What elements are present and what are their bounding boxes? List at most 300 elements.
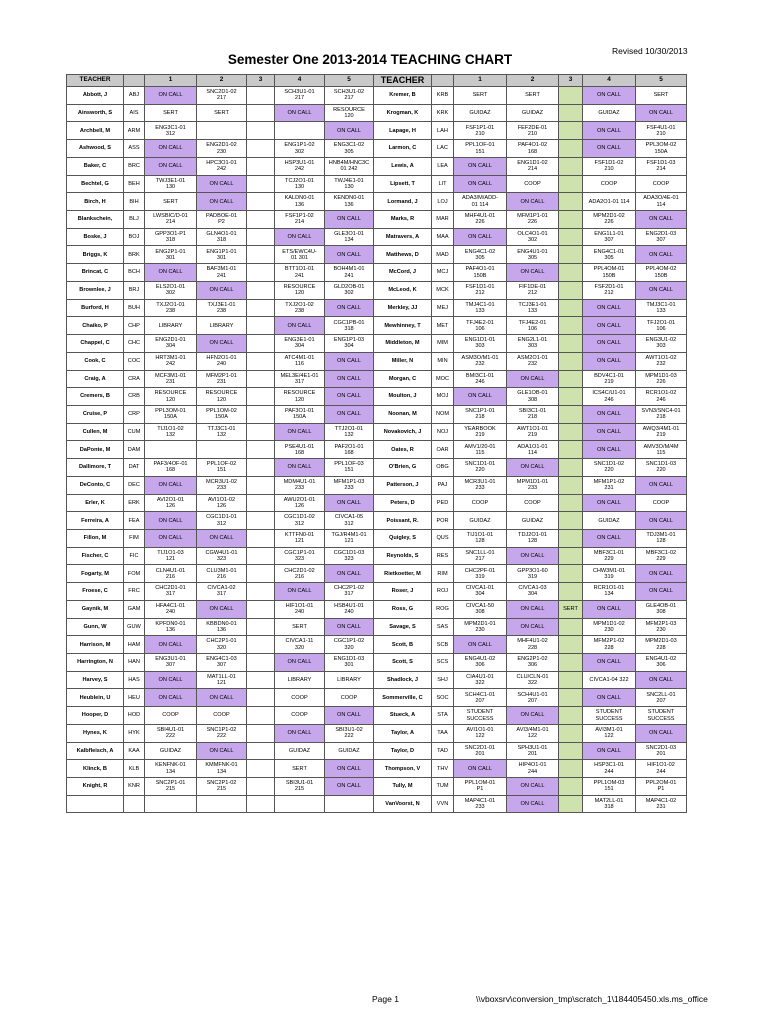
period-3-cell-left (247, 441, 275, 459)
teacher-code-left: FRC (124, 583, 145, 601)
period-1-cell-left: SBI4U1-01 222 (145, 724, 197, 742)
period-2-cell-left: MCR3U1-02 233 (197, 476, 247, 494)
col-period-1-left: 1 (145, 75, 197, 87)
period-4-cell-left: ON CALL (275, 228, 325, 246)
period-1-cell-left: SNC2P1-01 215 (145, 778, 197, 796)
period-1-cell-right: ON CALL (454, 388, 507, 406)
col-period-3-right: 3 (559, 75, 583, 87)
period-3-cell-left (247, 317, 275, 335)
period-4-cell-left: HSP3U1-01 242 (275, 157, 325, 175)
period-3-cell-left (247, 742, 275, 760)
period-1-cell-left: ON CALL (145, 87, 197, 105)
period-3-cell-left (247, 654, 275, 672)
teacher-code-right: VVN (432, 795, 454, 813)
period-3-cell-right (559, 228, 583, 246)
period-5-cell-right: ADA3O/4E-01 114 (636, 193, 687, 211)
teacher-name-right: Taylor, A (374, 724, 432, 742)
teacher-name-left: Burford, H (67, 299, 124, 317)
period-2-cell-left: ON CALL (197, 689, 247, 707)
header-row (67, 75, 687, 87)
teacher-name-right: Roser, J (374, 583, 432, 601)
period-5-cell-right: MFM2P1-03 230 (636, 618, 687, 636)
teacher-name-right: Tully, M (374, 778, 432, 796)
period-3-cell-right (559, 352, 583, 370)
period-2-cell-right: ON CALL (507, 459, 559, 477)
teacher-code-left: GAM (124, 600, 145, 618)
period-4-cell-left: ENG3E1-01 304 (275, 335, 325, 353)
period-1-cell-right: FSF1P1-01 210 (454, 122, 507, 140)
period-2-cell-right: CLU/CLN-01 322 (507, 671, 559, 689)
period-1-cell-left: ON CALL (145, 476, 197, 494)
period-4-cell-left: SERT (275, 760, 325, 778)
table-row (67, 778, 687, 796)
period-4-cell-right: HSP3C1-01 244 (583, 760, 636, 778)
period-5-cell-right: ON CALL (636, 476, 687, 494)
period-1-cell-left: ELS2O1-01 302 (145, 281, 197, 299)
period-1-cell-right: ASM3O/M1-01 232 (454, 352, 507, 370)
period-5-cell-left: ON CALL (325, 211, 374, 229)
period-1-cell-left: ENG3U1-01 307 (145, 654, 197, 672)
period-4-cell-left: PSE4U1-01 168 (275, 441, 325, 459)
period-1-cell-right: ENG1D1-01 303 (454, 335, 507, 353)
period-5-cell-right: TMJ3C1-01 133 (636, 299, 687, 317)
teacher-code-left: KAA (124, 742, 145, 760)
period-5-cell-right: PPL4OM-02 150B (636, 264, 687, 282)
empty-cell (325, 795, 374, 813)
period-5-cell-left: TGJ/R4M1-01 121 (325, 529, 374, 547)
period-1-cell-left: GPP3O1-P1 318 (145, 228, 197, 246)
period-3-cell-left (247, 388, 275, 406)
period-1-cell-left: ON CALL (145, 512, 197, 530)
period-3-cell-left (247, 87, 275, 105)
period-5-cell-left: CGC1P1-02 320 (325, 636, 374, 654)
teacher-code-left: DAM (124, 441, 145, 459)
period-3-cell-left (247, 707, 275, 725)
period-2-cell-right: GLE1OB-01 308 (507, 388, 559, 406)
period-3-cell-left (247, 122, 275, 140)
period-5-cell-left: ON CALL (325, 370, 374, 388)
period-3-cell-left (247, 157, 275, 175)
col-teacher-left: TEACHER (67, 75, 124, 87)
period-1-cell-left: CHC2D1-01 317 (145, 583, 197, 601)
period-2-cell-left: ON CALL (197, 281, 247, 299)
period-4-cell-left: ATC4M1-01 116 (275, 352, 325, 370)
period-2-cell-right: TCJ3E1-01 133 (507, 299, 559, 317)
teacher-name-right: Noonan, M (374, 405, 432, 423)
period-2-cell-right: SERT (507, 87, 559, 105)
teacher-name-right: Moulton, J (374, 388, 432, 406)
period-1-cell-right: SNC1P1-01 218 (454, 405, 507, 423)
col-period-5-right: 5 (636, 75, 687, 87)
period-1-cell-right: MAP4C1-01 233 (454, 795, 507, 813)
col-teacher-right: TEACHER (374, 75, 432, 87)
teacher-name-left: Ashwood, S (67, 140, 124, 158)
period-5-cell-right: STUDENT SUCCESS (636, 707, 687, 725)
period-1-cell-left: COOP (145, 707, 197, 725)
period-5-cell-left: BOH4M1-01 241 (325, 264, 374, 282)
period-5-cell-right: COOP (636, 175, 687, 193)
period-4-cell-right: ON CALL (583, 742, 636, 760)
period-1-cell-right: ON CALL (454, 760, 507, 778)
teacher-name-left: Archbell, M (67, 122, 124, 140)
teacher-name-right: Shadlock, J (374, 671, 432, 689)
period-2-cell-right: COOP (507, 494, 559, 512)
period-2-cell-right: GUIDAZ (507, 512, 559, 530)
teacher-name-right: Merkley, JJ (374, 299, 432, 317)
teacher-code-right: OAR (432, 441, 454, 459)
period-2-cell-left: ON CALL (197, 529, 247, 547)
period-3-cell-right (559, 264, 583, 282)
period-1-cell-right: STUDENT SUCCESS (454, 707, 507, 725)
empty-cell (247, 795, 275, 813)
period-5-cell-right: FSF4U1-01 210 (636, 122, 687, 140)
period-1-cell-left: PAF3/4OF-01 168 (145, 459, 197, 477)
table-row (67, 671, 687, 689)
period-3-cell-right (559, 211, 583, 229)
period-2-cell-left: ON CALL (197, 193, 247, 211)
period-3-cell-right (559, 654, 583, 672)
period-4-cell-left: COOP (275, 707, 325, 725)
period-2-cell-left: RESOURCE 120 (197, 388, 247, 406)
period-5-cell-left: PAF2O1-01 168 (325, 441, 374, 459)
period-2-cell-left: HPC3O1-01 242 (197, 157, 247, 175)
period-3-cell-left (247, 547, 275, 565)
period-2-cell-left: GLN4O1-01 318 (197, 228, 247, 246)
period-5-cell-left: HSB4U1-01 240 (325, 600, 374, 618)
period-3-cell-right (559, 175, 583, 193)
period-5-cell-right: PPL2OM-01 P1 (636, 778, 687, 796)
teacher-name-left: DeConto, C (67, 476, 124, 494)
teacher-code-right: MOJ (432, 388, 454, 406)
period-2-cell-left: MFM2P1-01 231 (197, 370, 247, 388)
period-4-cell-left: ON CALL (275, 317, 325, 335)
period-4-cell-right: FSF2D1-01 212 (583, 281, 636, 299)
period-4-cell-left: RESOURCE 120 (275, 388, 325, 406)
period-5-cell-left: COOP (325, 689, 374, 707)
period-3-cell-left (247, 618, 275, 636)
period-5-cell-left: MFM1P1-03 233 (325, 476, 374, 494)
teacher-code-left: BIH (124, 193, 145, 211)
period-3-cell-right (559, 317, 583, 335)
period-4-cell-right: ON CALL (583, 423, 636, 441)
table-row (67, 689, 687, 707)
period-3-cell-right (559, 618, 583, 636)
teacher-code-left: COC (124, 352, 145, 370)
period-5-cell-right: GLE4OB-01 308 (636, 600, 687, 618)
table-row (67, 352, 687, 370)
teacher-code-left: BEH (124, 175, 145, 193)
table-row (67, 476, 687, 494)
period-4-cell-right: ON CALL (583, 654, 636, 672)
teacher-code-right: MET (432, 317, 454, 335)
period-4-cell-right: CHW3M1-01 319 (583, 565, 636, 583)
period-5-cell-right: ON CALL (636, 583, 687, 601)
period-3-cell-left (247, 476, 275, 494)
period-3-cell-left (247, 778, 275, 796)
period-1-cell-right: BMI3C1-01 246 (454, 370, 507, 388)
period-3-cell-left (247, 600, 275, 618)
table-row (67, 795, 687, 813)
teacher-name-left: Fillon, M (67, 529, 124, 547)
period-4-cell-left: ON CALL (275, 104, 325, 122)
table-row (67, 388, 687, 406)
period-2-cell-left: TXJ3E1-01 238 (197, 299, 247, 317)
period-5-cell-left: ON CALL (325, 494, 374, 512)
period-4-cell-right: MPM2D1-02 226 (583, 211, 636, 229)
period-2-cell-right: ON CALL (507, 707, 559, 725)
period-1-cell-left: LWSBIC/D-01 214 (145, 211, 197, 229)
period-4-cell-left: ON CALL (275, 654, 325, 672)
period-1-cell-right: ON CALL (454, 228, 507, 246)
table-row (67, 104, 687, 122)
teacher-name-right: Poissant, R. (374, 512, 432, 530)
period-2-cell-right: ENG1D1-02 214 (507, 157, 559, 175)
table-row (67, 87, 687, 105)
period-4-cell-left: CGC1D1-02 312 (275, 512, 325, 530)
period-4-cell-left: ON CALL (275, 583, 325, 601)
teacher-name-left: Froese, C (67, 583, 124, 601)
teacher-name-right: VanVoorst, N (374, 795, 432, 813)
period-2-cell-right: FIF1DE-01 212 (507, 281, 559, 299)
teacher-code-left: BCH (124, 264, 145, 282)
period-2-cell-left: CGW4U1-01 323 (197, 547, 247, 565)
period-5-cell-right: SNC2LL-01 207 (636, 689, 687, 707)
period-3-cell-left (247, 724, 275, 742)
period-2-cell-right: ON CALL (507, 618, 559, 636)
period-1-cell-left: KENFNK-01 134 (145, 760, 197, 778)
period-2-cell-left: MAT1LL-01 121 (197, 671, 247, 689)
period-1-cell-right: MPM2D1-01 230 (454, 618, 507, 636)
teacher-code-right: RES (432, 547, 454, 565)
period-2-cell-left: ON CALL (197, 175, 247, 193)
teacher-code-left: ERK (124, 494, 145, 512)
teacher-name-left: Kalbfleisch, A (67, 742, 124, 760)
period-1-cell-left: HRT3M1-01 242 (145, 352, 197, 370)
period-3-cell-right (559, 689, 583, 707)
period-3-cell-left (247, 370, 275, 388)
period-3-cell-right (559, 707, 583, 725)
teacher-code-left: CRB (124, 388, 145, 406)
period-4-cell-right: ENG1L1-01 307 (583, 228, 636, 246)
period-4-cell-left: SCH3U1-01 217 (275, 87, 325, 105)
teacher-code-left: GUW (124, 618, 145, 636)
period-4-cell-left: ON CALL (275, 459, 325, 477)
table-row (67, 529, 687, 547)
period-1-cell-right: PPL1OM-01 P1 (454, 778, 507, 796)
teacher-code-left: CRP (124, 405, 145, 423)
period-5-cell-right: MBF3C1-02 229 (636, 547, 687, 565)
teacher-name-right: Middleton, M (374, 335, 432, 353)
table-row (67, 122, 687, 140)
period-4-cell-left: KTTFN0-01 121 (275, 529, 325, 547)
period-1-cell-right: SNC1LL-01 217 (454, 547, 507, 565)
teacher-code-left: ABJ (124, 87, 145, 105)
empty-cell (197, 795, 247, 813)
period-1-cell-left (145, 441, 197, 459)
teacher-code-left: BRK (124, 246, 145, 264)
teacher-name-left: Hynes, K (67, 724, 124, 742)
period-5-cell-left: LIBRARY (325, 671, 374, 689)
period-3-cell-right (559, 724, 583, 742)
period-3-cell-right (559, 636, 583, 654)
teacher-code-left: DAT (124, 459, 145, 477)
col-period-4-left: 4 (275, 75, 325, 87)
teacher-name-right: Krogman, K (374, 104, 432, 122)
period-5-cell-right: RCR1O1-02 246 (636, 388, 687, 406)
teacher-name-right: Scott, B (374, 636, 432, 654)
teacher-code-left: BOJ (124, 228, 145, 246)
period-3-cell-left (247, 689, 275, 707)
col-period-2-left: 2 (197, 75, 247, 87)
table-row (67, 636, 687, 654)
period-4-cell-left: ETS/EWC4U- 01 301 (275, 246, 325, 264)
period-5-cell-right: MPM1D1-03 226 (636, 370, 687, 388)
teacher-code-right: SCS (432, 654, 454, 672)
period-3-cell-left (247, 529, 275, 547)
period-1-cell-left: ON CALL (145, 689, 197, 707)
table-row (67, 600, 687, 618)
teacher-name-right: Quigley, S (374, 529, 432, 547)
period-3-cell-left (247, 104, 275, 122)
period-2-cell-right: COOP (507, 175, 559, 193)
period-2-cell-right: ADA1O1-01 114 (507, 441, 559, 459)
teacher-name-left: Briggs, K (67, 246, 124, 264)
period-2-cell-left: ON CALL (197, 742, 247, 760)
period-1-cell-right: ON CALL (454, 636, 507, 654)
teacher-name-right: Matravers, A (374, 228, 432, 246)
teacher-code-right: MOC (432, 370, 454, 388)
period-2-cell-right: ON CALL (507, 264, 559, 282)
teacher-name-right: Taylor, D (374, 742, 432, 760)
period-3-cell-right (559, 778, 583, 796)
teaching-chart-table (66, 74, 687, 813)
teacher-code-left: CUM (124, 423, 145, 441)
period-1-cell-left: MCF3M1-01 231 (145, 370, 197, 388)
teacher-code-left: FIC (124, 547, 145, 565)
period-1-cell-left: KPFDN0-01 136 (145, 618, 197, 636)
period-5-cell-left: CGC1PB-01 318 (325, 317, 374, 335)
period-5-cell-left: ON CALL (325, 299, 374, 317)
period-3-cell-left (247, 512, 275, 530)
period-2-cell-left: KBBDN0-01 136 (197, 618, 247, 636)
teacher-code-left: KLB (124, 760, 145, 778)
teacher-name-right: O'Brien, G (374, 459, 432, 477)
period-4-cell-right: ON CALL (583, 299, 636, 317)
teacher-name-right: Novakovich, J (374, 423, 432, 441)
period-3-cell-left (247, 264, 275, 282)
teacher-name-left: Boske, J (67, 228, 124, 246)
col-code-right (432, 75, 454, 87)
revised-date: Revised 10/30/2013 (612, 46, 688, 56)
teacher-code-right: QUS (432, 529, 454, 547)
period-4-cell-right: ON CALL (583, 600, 636, 618)
teacher-name-left: Chappel, C (67, 335, 124, 353)
teacher-code-left: HOD (124, 707, 145, 725)
period-5-cell-right: ON CALL (636, 246, 687, 264)
teacher-name-left: Baker, C (67, 157, 124, 175)
period-5-cell-right: AWT1O1-02 232 (636, 352, 687, 370)
period-2-cell-left: SNC1P1-02 222 (197, 724, 247, 742)
empty-cell (145, 795, 197, 813)
teacher-code-right: POR (432, 512, 454, 530)
period-2-cell-right: AVI3/4M1-01 122 (507, 724, 559, 742)
teacher-name-left: Harrison, M (67, 636, 124, 654)
table-row (67, 618, 687, 636)
period-3-cell-right (559, 193, 583, 211)
period-4-cell-right: ON CALL (583, 441, 636, 459)
period-4-cell-left: ON CALL (275, 423, 325, 441)
period-4-cell-right: RCR1O1-01 134 (583, 583, 636, 601)
table-row (67, 211, 687, 229)
period-1-cell-right: SCH4C1-01 207 (454, 689, 507, 707)
period-3-cell-right (559, 405, 583, 423)
period-1-cell-right: MCR3U1-01 233 (454, 476, 507, 494)
period-4-cell-right: ON CALL (583, 122, 636, 140)
period-1-cell-right: ENG4C1-02 305 (454, 246, 507, 264)
period-3-cell-right (559, 512, 583, 530)
period-5-cell-left: HNB4M/HNC3C 01 242 (325, 157, 374, 175)
table-row (67, 441, 687, 459)
teacher-name-left: Cremers, B (67, 388, 124, 406)
period-4-cell-right: MBF3C1-01 229 (583, 547, 636, 565)
period-2-cell-right: FEF2DE-01 210 (507, 122, 559, 140)
period-2-cell-right: GPP3O1-60 319 (507, 565, 559, 583)
table-row (67, 512, 687, 530)
period-4-cell-right: AVI3M1-01 122 (583, 724, 636, 742)
period-1-cell-left: TIJ1O1-03 121 (145, 547, 197, 565)
period-2-cell-left: CIVCA1-02 317 (197, 583, 247, 601)
table-row (67, 246, 687, 264)
period-5-cell-left: ENG1P1-03 304 (325, 335, 374, 353)
teacher-name-left: Brownlee, J (67, 281, 124, 299)
period-5-cell-left: ON CALL (325, 760, 374, 778)
teacher-name-left: Hooper, D (67, 707, 124, 725)
period-3-cell-right (559, 795, 583, 813)
period-1-cell-left: ON CALL (145, 529, 197, 547)
period-3-cell-left (247, 193, 275, 211)
period-1-cell-left: SERT (145, 104, 197, 122)
teacher-code-right: TAD (432, 742, 454, 760)
teacher-code-right: MEJ (432, 299, 454, 317)
period-2-cell-left: TTJ3C1-01 132 (197, 423, 247, 441)
table-row (67, 724, 687, 742)
teacher-code-right: LAH (432, 122, 454, 140)
period-2-cell-right: SCH4U1-01 207 (507, 689, 559, 707)
period-2-cell-right: ON CALL (507, 547, 559, 565)
teacher-name-right: Patterson, J (374, 476, 432, 494)
period-1-cell-right: SNC2D1-01 201 (454, 742, 507, 760)
period-4-cell-left: KALDN0-01 136 (275, 193, 325, 211)
period-2-cell-right: PAF4O1-02 168 (507, 140, 559, 158)
period-1-cell-left: ENG2D1-01 304 (145, 335, 197, 353)
period-4-cell-right: COOP (583, 175, 636, 193)
period-1-cell-right: ON CALL (454, 157, 507, 175)
teacher-name-left: Cook, C (67, 352, 124, 370)
teacher-code-left: HYK (124, 724, 145, 742)
teacher-name-right: Larmon, C (374, 140, 432, 158)
period-4-cell-right: ON CALL (583, 529, 636, 547)
teacher-name-left: Knight, R (67, 778, 124, 796)
empty-cell (124, 795, 145, 813)
period-1-cell-right: CIVCA1-50 308 (454, 600, 507, 618)
teacher-name-right: Matthews, D (374, 246, 432, 264)
period-1-cell-left: AVI2O1-01 126 (145, 494, 197, 512)
teacher-code-right: OBG (432, 459, 454, 477)
period-2-cell-left: PADBOE-01 P2 (197, 211, 247, 229)
teacher-name-right: Stueck, A (374, 707, 432, 725)
period-3-cell-left (247, 636, 275, 654)
teacher-name-right: Lipsett, T (374, 175, 432, 193)
